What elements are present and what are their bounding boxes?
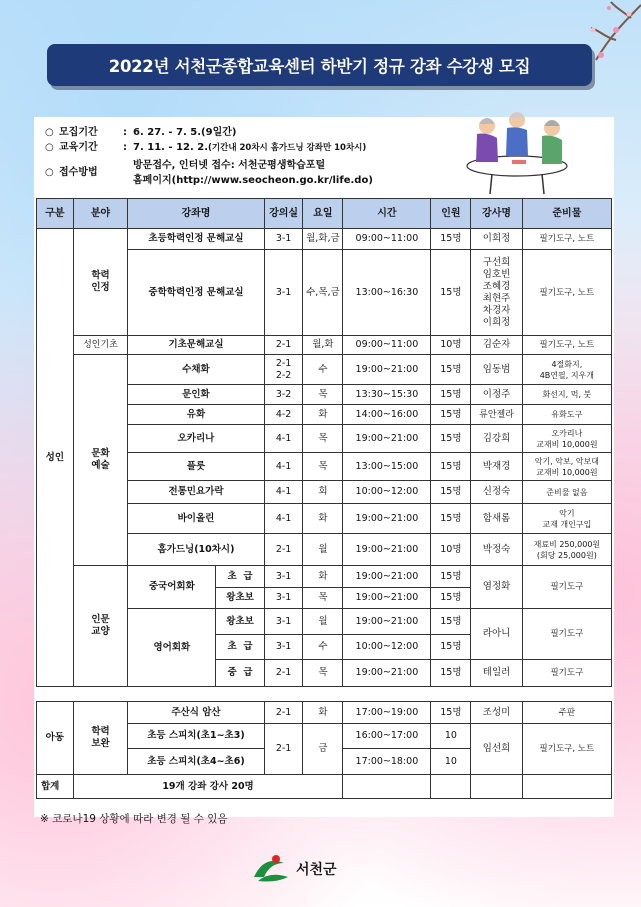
day: 화: [303, 566, 343, 588]
course-name: 오카리나: [128, 425, 264, 453]
day: 화: [303, 405, 343, 425]
time: 10:00~12:00: [343, 635, 431, 660]
teacher: 이정주: [471, 385, 522, 405]
room: 2-1: [264, 702, 303, 724]
header-prep: 준비물: [522, 199, 611, 229]
empty-cell: [431, 775, 471, 799]
info-value-main: 7. 11. - 12. 2.: [133, 142, 209, 153]
child-schedule-table: [36, 701, 612, 799]
total-row: [37, 775, 612, 799]
room: 3-1: [264, 229, 303, 250]
time: 19:00~21:00: [343, 355, 431, 385]
prep: 유화도구: [522, 405, 611, 425]
count: 10명: [431, 336, 471, 355]
field-academic: 학력 인정: [73, 229, 128, 336]
count: 15명: [431, 566, 471, 588]
field-culture: 문화 예술: [73, 355, 128, 566]
course-name: 중국어회화: [128, 566, 216, 609]
elderly-learners-illustration: [452, 104, 582, 196]
header-category: 구분: [37, 199, 74, 229]
teacher: 박정숙: [471, 534, 522, 566]
empty-cell: [471, 775, 522, 799]
room: 4-1: [264, 504, 303, 534]
day: 화: [303, 504, 343, 534]
header-day: 요일: [303, 199, 343, 229]
field-basic: 성인기초: [73, 336, 128, 355]
prep: 악기, 악보, 악보대 교재비 10,000원: [522, 453, 611, 481]
count: 15명: [431, 453, 471, 481]
header-room: 강의실: [264, 199, 303, 229]
table-row: [37, 355, 612, 385]
course-name: 유화: [128, 405, 264, 425]
count: 15명: [431, 229, 471, 250]
room: 4-2: [264, 405, 303, 425]
day: 화: [303, 702, 343, 724]
course-name: 주산식 암산: [128, 702, 264, 724]
info-label: 접수방법: [59, 167, 98, 178]
colon: :: [123, 127, 127, 138]
room: 4-1: [264, 453, 303, 481]
logo-text: 서천군: [296, 862, 337, 878]
prep: 준비물 없음: [522, 481, 611, 504]
info-education-period: [45, 140, 373, 156]
table-row: [37, 229, 612, 250]
day: 월: [303, 609, 343, 635]
room: 3-1: [264, 250, 303, 336]
count: 10명: [431, 534, 471, 566]
count: 15명: [431, 609, 471, 635]
time: 19:00~21:00: [343, 534, 431, 566]
teacher: 김강희: [471, 425, 522, 453]
day: 월: [303, 534, 343, 566]
table-row: [37, 336, 612, 355]
teacher: 함새롬: [471, 504, 522, 534]
prep: 4절화지, 4B연필, 지우개: [522, 355, 611, 385]
course-name: 플룻: [128, 453, 264, 481]
empty-cell: [343, 775, 431, 799]
seocheon-logo-icon: [250, 851, 292, 887]
time: 17:00~19:00: [343, 702, 431, 724]
day: 목: [303, 453, 343, 481]
count: 15명: [431, 588, 471, 609]
covid-notice: ※ 코로나19 상황에 따라 변경 될 수 있음: [40, 813, 228, 825]
count: 15명: [431, 660, 471, 687]
teacher: 구선희 임호빈 조혜경 최현주 차경자 이희정: [471, 250, 522, 336]
prep: 재료비 250,000원 (회당 25,000원): [522, 534, 611, 566]
info-recruit-period: [45, 125, 373, 140]
teacher: 테일러: [471, 660, 522, 687]
time: 13:00~16:30: [343, 250, 431, 336]
header-field: 분야: [73, 199, 128, 229]
prep: 악기 교재 개인구입: [522, 504, 611, 534]
time: 19:00~21:00: [343, 566, 431, 588]
time: 13:00~15:00: [343, 453, 431, 481]
teacher: 조성미: [471, 702, 522, 724]
prep: 필기도구, 노트: [522, 336, 611, 355]
course-name: 문인화: [128, 385, 264, 405]
empty-cell: [522, 775, 611, 799]
info-section: [45, 125, 373, 188]
field-child-academic: 학력 보완: [73, 702, 128, 775]
count: 10: [431, 749, 471, 775]
header-course: 강좌명: [128, 199, 264, 229]
info-value: [133, 158, 373, 188]
teacher: 염정화: [471, 566, 522, 609]
group-adult: 성인: [37, 229, 74, 687]
course-name: 초등 스피치(초1~초3): [128, 724, 264, 749]
time: 19:00~21:00: [343, 425, 431, 453]
day: 수: [303, 635, 343, 660]
prep: 화선지, 먹, 붓: [522, 385, 611, 405]
count: 15명: [431, 355, 471, 385]
time: 13:30~15:30: [343, 385, 431, 405]
prep: 필기도구, 노트: [522, 724, 611, 775]
room: 3-1: [264, 566, 303, 588]
count: 15명: [431, 635, 471, 660]
time: 09:00~11:00: [343, 336, 431, 355]
time: 14:00~16:00: [343, 405, 431, 425]
bullet-icon: ○: [45, 142, 54, 153]
prep: 필기도구, 노트: [522, 250, 611, 336]
room: 3-1: [264, 635, 303, 660]
header-teacher: 강사명: [471, 199, 522, 229]
time: 19:00~21:00: [343, 609, 431, 635]
teacher: 라아니: [471, 609, 522, 660]
room: 4-1: [264, 425, 303, 453]
table-row: [37, 702, 612, 724]
time: 19:00~21:00: [343, 588, 431, 609]
colon: :: [123, 142, 127, 153]
prep: 오카리나 교재비 10,000원: [522, 425, 611, 453]
field-humanities: 인문 교양: [73, 566, 128, 687]
page-title: 2022년 서천군종합교육센터 하반기 정규 강좌 수강생 모집: [47, 44, 592, 86]
teacher: 박재경: [471, 453, 522, 481]
homepage-link[interactable]: 홈페이지(http://www.seocheon.go.kr/life.do): [133, 175, 373, 186]
day: 금: [303, 724, 343, 775]
header-time: 시간: [343, 199, 431, 229]
course-name: 기초문해교실: [128, 336, 264, 355]
prep: 필기도구: [522, 609, 611, 660]
room: 4-1: [264, 481, 303, 504]
count: 15명: [431, 405, 471, 425]
level: 왕초보: [216, 588, 264, 609]
teacher: 임선희: [471, 724, 522, 775]
teacher: 류안젤라: [471, 405, 522, 425]
day: 회: [303, 481, 343, 504]
prep: 필기도구: [522, 566, 611, 609]
count: 15명: [431, 425, 471, 453]
course-name: 초등학력인정 문해교실: [128, 229, 264, 250]
info-value: [133, 140, 366, 156]
course-name: 바이올린: [128, 504, 264, 534]
prep: 주판: [522, 702, 611, 724]
level: 초 급: [216, 566, 264, 588]
day: 월,화,금: [303, 229, 343, 250]
total-value: 19개 강좌 강사 20명: [73, 775, 343, 799]
info-application-method: [45, 158, 373, 188]
room: 2-1: [264, 534, 303, 566]
day: 목: [303, 660, 343, 687]
level: 초 급: [216, 635, 264, 660]
count: 15명: [431, 702, 471, 724]
table-header-row: [37, 199, 612, 229]
day: 목: [303, 588, 343, 609]
table-row: [37, 566, 612, 588]
time: 19:00~21:00: [343, 504, 431, 534]
count: 15명: [431, 504, 471, 534]
room: 2-1: [264, 336, 303, 355]
day: 목: [303, 425, 343, 453]
prep: 필기도구, 노트: [522, 229, 611, 250]
teacher: 이희정: [471, 229, 522, 250]
day: 목: [303, 385, 343, 405]
course-name: 홈가드닝(10차시): [128, 534, 264, 566]
course-name: 수채화: [128, 355, 264, 385]
count: 15명: [431, 481, 471, 504]
teacher: 임동범: [471, 355, 522, 385]
teacher: 신정숙: [471, 481, 522, 504]
bullet-icon: ○: [45, 127, 54, 138]
day: 수: [303, 355, 343, 385]
info-value: 6. 27. - 7. 5.(9일간): [133, 127, 237, 138]
time: 09:00~11:00: [343, 229, 431, 250]
bullet-icon: ○: [45, 167, 54, 178]
course-name: 영어회화: [128, 609, 216, 687]
day: 수,목,금: [303, 250, 343, 336]
level: 왕초보: [216, 609, 264, 635]
room: 3-1: [264, 588, 303, 609]
group-child-label: 아동: [37, 702, 74, 775]
prep: 필기도구: [522, 660, 611, 687]
count: 10: [431, 724, 471, 749]
time: 19:00~21:00: [343, 660, 431, 687]
room: 2-1: [264, 724, 303, 775]
course-name: 중학학력인정 문해교실: [128, 250, 264, 336]
room: 2-1: [264, 660, 303, 687]
count: 15명: [431, 250, 471, 336]
info-label: 모집기간: [59, 127, 98, 138]
course-schedule-table: [36, 198, 612, 687]
total-label: 합계: [37, 775, 74, 799]
room: 3-2: [264, 385, 303, 405]
count: 15명: [431, 385, 471, 405]
info-value-line1: 방문접수, 인터넷 접수: 서천군평생학습포털: [133, 160, 326, 171]
seocheon-logo: [250, 851, 337, 887]
course-name: 초등 스피치(초4~초6): [128, 749, 264, 775]
level: 중 급: [216, 660, 264, 687]
teacher: 김순자: [471, 336, 522, 355]
time: 10:00~12:00: [343, 481, 431, 504]
time: 16:00~17:00: [343, 724, 431, 749]
room: 2-1 2-2: [264, 355, 303, 385]
day: 월,화: [303, 336, 343, 355]
info-label: 교육기간: [59, 142, 98, 153]
course-name: 전통민요가락: [128, 481, 264, 504]
header-count: 인원: [431, 199, 471, 229]
info-value-note: (기간내 20차시 홈가드닝 강좌만 10차시): [208, 143, 367, 153]
time: 17:00~18:00: [343, 749, 431, 775]
room: 3-1: [264, 609, 303, 635]
